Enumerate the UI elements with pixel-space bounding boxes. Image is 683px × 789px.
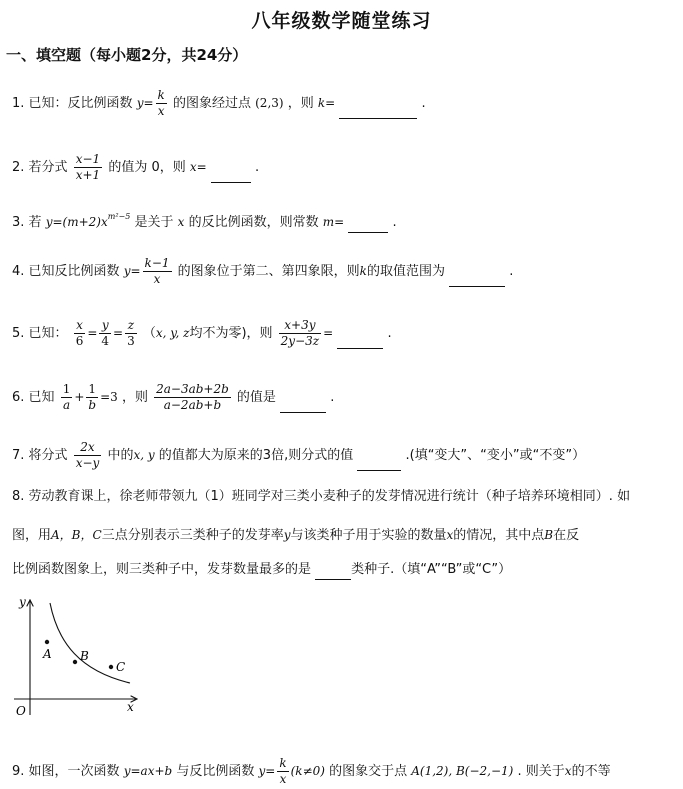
q7-end: .(填“变大”、“变小”或“不变”）	[405, 448, 586, 463]
q8-text-b: 三点分别表示三类种子的发芽率	[101, 528, 284, 543]
q3-text-2: 是关于	[134, 215, 174, 230]
q1-text-3: ，则	[287, 96, 314, 111]
q9-equals: =	[265, 764, 276, 778]
q4-num: k−1	[144, 256, 170, 270]
q9-linear: y=ax+b	[123, 764, 173, 778]
q8-answer-blank[interactable]	[315, 565, 351, 580]
q5-end: .	[387, 326, 392, 341]
q5-den: 2y−3z	[280, 334, 320, 348]
q5-frac-z	[125, 318, 137, 349]
q9-number: 9.	[12, 764, 25, 779]
q9-points: A(1,2), B(−2,−1)	[411, 764, 514, 778]
page-title: 八年级数学随堂练习	[251, 10, 432, 32]
question-1	[12, 88, 426, 119]
graph-label-y: y	[19, 595, 26, 609]
q2-den: x+1	[75, 168, 101, 182]
q7-den: x−y	[75, 456, 100, 470]
q2-equals: =	[196, 160, 207, 174]
q1-end: .	[421, 96, 426, 111]
q5-z-num: z	[125, 318, 137, 334]
q7-fraction	[74, 440, 102, 471]
q5-frac-x	[74, 318, 86, 349]
q4-den: x	[153, 272, 161, 286]
q3-expression: y=(m+2)x	[45, 215, 108, 229]
q1-equals: =	[143, 96, 154, 110]
q1-text-2: 的图象经过点	[172, 96, 251, 111]
q6-eq: =	[100, 390, 111, 404]
q5-eq-1: =	[87, 326, 98, 340]
q7-number: 7.	[12, 448, 25, 463]
q5-frac-y	[99, 318, 111, 349]
q2-answer-blank[interactable]	[211, 168, 251, 183]
question-2	[12, 152, 259, 183]
q6-a-num: 1	[62, 382, 71, 396]
question-8-line-3	[12, 560, 511, 580]
q4-answer-blank[interactable]	[449, 272, 505, 287]
q8-text-e: 在反	[553, 528, 580, 543]
question-6	[12, 382, 334, 413]
q1-num: k	[157, 88, 165, 102]
q5-x-num: x	[74, 318, 86, 334]
q6-text-2: ，则	[121, 390, 148, 405]
q4-var-y: y	[123, 264, 131, 278]
q4-number: 4.	[12, 264, 25, 279]
q9-text-3: 的图象交于点	[329, 764, 408, 779]
q9-var-x: x	[564, 764, 572, 778]
q9-num: k	[279, 756, 287, 770]
point-b	[73, 660, 77, 664]
q3-text-3: 的反比例函数，则常数	[188, 215, 319, 230]
question-9	[12, 756, 611, 787]
q3-answer-blank[interactable]	[348, 218, 388, 233]
question-4	[12, 256, 513, 287]
q3-end: .	[392, 215, 397, 230]
graph-label-b: B	[80, 649, 89, 663]
q2-text-2: 的值为 0，则	[108, 160, 186, 175]
q7-vars: x, y	[133, 448, 155, 462]
graph-label-c: C	[116, 660, 126, 674]
q2-end: .	[254, 160, 260, 175]
q9-text-5: 的不等	[571, 764, 611, 779]
question-7	[12, 440, 585, 471]
q6-answer-blank[interactable]	[280, 398, 326, 413]
q9-var-y: y	[258, 764, 266, 778]
q6-frac-a	[61, 382, 73, 413]
q5-eq-3: =	[323, 326, 334, 340]
q4-fraction	[143, 256, 172, 287]
q9-den: x	[279, 772, 287, 786]
q5-z-den: 3	[127, 334, 135, 348]
question-8-line-2	[12, 525, 579, 546]
q5-x-den: 6	[75, 334, 84, 348]
q6-plus: +	[74, 390, 85, 404]
q5-paren: （	[142, 326, 156, 341]
question-5	[12, 318, 392, 349]
q1-equals-2: =	[325, 96, 336, 110]
q8-text-g: 类种子.（填“A”“B”或“C”）	[351, 562, 512, 577]
q1-den: x	[157, 104, 165, 118]
question-3	[12, 207, 397, 233]
q6-fraction	[154, 382, 231, 413]
q1-point: (2,3)	[255, 96, 284, 110]
q6-three: 3	[110, 390, 118, 404]
q1-var-k: k	[317, 96, 326, 110]
q1-answer-blank[interactable]	[339, 104, 417, 119]
q4-end: .	[509, 264, 514, 279]
q7-answer-blank[interactable]	[357, 456, 401, 471]
q5-text: 已知：	[28, 326, 68, 341]
point-c	[109, 665, 113, 669]
question-8-line-1: 8. 劳动教育课上，徐老师带领九（1）班同学对三类小麦种子的发芽情况进行统计（种子培养环境相同）. 如	[12, 489, 631, 504]
q3-text: 若	[28, 215, 42, 230]
q9-text-4: . 则关于	[517, 764, 565, 779]
q7-text: 将分式	[28, 448, 68, 463]
q5-y-den: 4	[101, 334, 110, 348]
q6-end: .	[330, 390, 335, 405]
q6-den: a−2ab+b	[163, 398, 222, 412]
q3-number: 3.	[12, 215, 25, 230]
q3-exponent: m²−5	[107, 212, 131, 221]
q6-b-num: 1	[86, 382, 98, 398]
q4-text-2: 的图象位于第二、第四象限，则	[177, 264, 360, 279]
graph-label-origin: O	[16, 704, 26, 718]
q8-text-a: 图，用	[12, 528, 52, 543]
q2-text: 若分式	[28, 160, 68, 175]
q9-fraction	[277, 756, 288, 787]
q4-var-k: k	[359, 264, 367, 278]
q7-text-3: 的值都大为原来的3倍,则分式的值	[158, 448, 354, 463]
q1-var-y: y	[136, 96, 144, 110]
q8-text-f: 比例函数图象上，则三类种子中，发芽数量最多的是	[12, 562, 312, 577]
q6-text: 已知	[28, 390, 55, 405]
q1-fraction	[156, 88, 167, 119]
q4-text: 已知反比例函数	[28, 264, 120, 279]
q6-num: 2a−3ab+2b	[156, 382, 229, 396]
q2-number: 2.	[12, 160, 25, 175]
q5-answer-blank[interactable]	[337, 334, 383, 349]
q5-number: 5.	[12, 326, 25, 341]
q7-num: 2x	[74, 440, 102, 456]
q6-frac-b	[86, 382, 98, 413]
q5-y-num: y	[99, 318, 111, 334]
q6-a-den: a	[62, 398, 71, 412]
q3-equals: =	[334, 215, 345, 229]
section-heading: 一、填空题（每小题2分，共24分）	[6, 46, 248, 64]
q5-vars: x, y, z	[155, 326, 190, 340]
q1-text: 已知：反比例函数	[28, 96, 133, 111]
q3-var-x: x	[177, 215, 185, 229]
q1-number: 1.	[12, 96, 25, 111]
q3-var-m: m	[322, 215, 335, 229]
q9-condition: (k≠0)	[290, 764, 325, 778]
q5-fraction	[279, 318, 321, 349]
q8-graph	[10, 593, 140, 723]
q8-point-b: B	[544, 528, 554, 542]
graph-label-a: A	[43, 647, 52, 661]
q8-text-d: 的情况，其中点	[453, 528, 545, 543]
q4-text-3: 的取值范围为	[366, 264, 445, 279]
graph-label-x: x	[127, 700, 134, 714]
q4-equals: =	[130, 264, 141, 278]
q9-text-2: 与反比例函数	[176, 764, 255, 779]
q5-eq-2: =	[113, 326, 124, 340]
q9-text: 如图，一次函数	[28, 764, 120, 779]
q7-text-2: 中的	[107, 448, 134, 463]
q6-text-3: 的值是	[236, 390, 276, 405]
q8-points: A，B，C	[51, 528, 102, 542]
q5-num: x+3y	[279, 318, 321, 334]
q2-fraction	[74, 152, 102, 183]
q2-var-x: x	[189, 160, 197, 174]
q6-b-den: b	[88, 398, 97, 412]
q2-num: x−1	[75, 152, 101, 166]
point-a	[45, 640, 49, 644]
q8-var-x: x	[446, 528, 454, 542]
q8-text-c: 与该类种子用于实验的数量	[290, 528, 447, 543]
q6-number: 6.	[12, 390, 25, 405]
q8-var-y: y	[283, 528, 291, 542]
q5-text-2: 均不为零)，则	[189, 326, 273, 341]
